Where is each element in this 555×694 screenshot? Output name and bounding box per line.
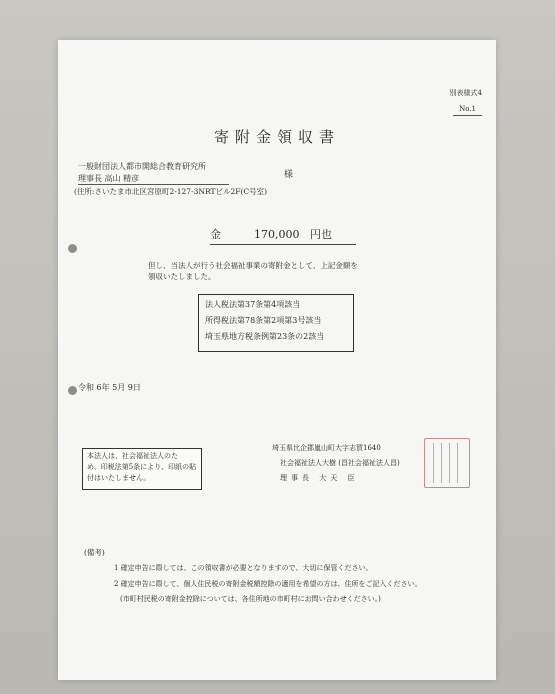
receipt-paper: [58, 40, 496, 680]
issuer-address: 埼玉県比企郡嵐山町大字志賀1640: [272, 444, 381, 452]
note-box-line: 本法人は、社会福祉法人のた: [87, 452, 178, 460]
official-seal-stamp: [424, 438, 470, 488]
document-number: No.1: [453, 104, 482, 116]
note-box-line: め、印税法第5条により、印紙の貼: [87, 463, 197, 471]
description-line-1: 但し、当法人が行う社会福祉事業の寄附金として、上記金額を: [148, 261, 358, 270]
recipient-organization: 一般財団法人都市開総合教育研究所: [78, 162, 206, 171]
issue-date: 令和 6年 5月 9日: [78, 383, 141, 392]
issuer-name: 理事長 大天 臣: [280, 474, 359, 482]
stamp-duty-note-box: [82, 448, 202, 490]
form-label: 別表様式4: [449, 89, 482, 97]
note-item: 1 確定申告に際しては、この領収書が必要となりますので、大切に保管ください。: [114, 564, 373, 572]
amount-row: [210, 228, 356, 245]
tax-law-box: [198, 294, 354, 352]
description-line-2: 領収いたしました。: [148, 272, 216, 281]
note-item: 2 確定申告に際して、個人住民税の寄附金税額控除の適用を希望の方は、住所をご記入ください。: [114, 580, 422, 588]
tax-law-item: 埼玉県地方税条例第23条の2該当: [205, 332, 325, 341]
document-title: 寄附金領収書: [213, 128, 340, 146]
amount-unit: 円也: [310, 228, 332, 241]
amount-value: 170,000: [254, 228, 300, 241]
note-box-line: 付はいたしません。: [87, 474, 151, 482]
recipient-representative: 理事長 高山 精彦: [78, 174, 229, 185]
punch-hole-bottom: [68, 386, 77, 395]
tax-law-item: 所得税法第78条第2項第3号該当: [205, 316, 322, 325]
honorific: 様: [284, 170, 294, 180]
punch-hole-top: [68, 244, 77, 253]
tax-law-item: 法人税法第37条第4項該当: [205, 300, 301, 309]
issuer-organization: 社会福祉法人大樹 (昌社会福祉法人昌): [280, 459, 400, 467]
recipient-address: (住所:さいたま市北区宮原町2-127-3NRTビル2F(C号室): [74, 187, 268, 196]
amount-prefix: 金: [210, 228, 221, 241]
notes-heading: (備考): [84, 548, 105, 557]
note-item: (市町村民税の寄附金控除については、各住所地の市町村にお問い合わせください。): [120, 595, 381, 603]
